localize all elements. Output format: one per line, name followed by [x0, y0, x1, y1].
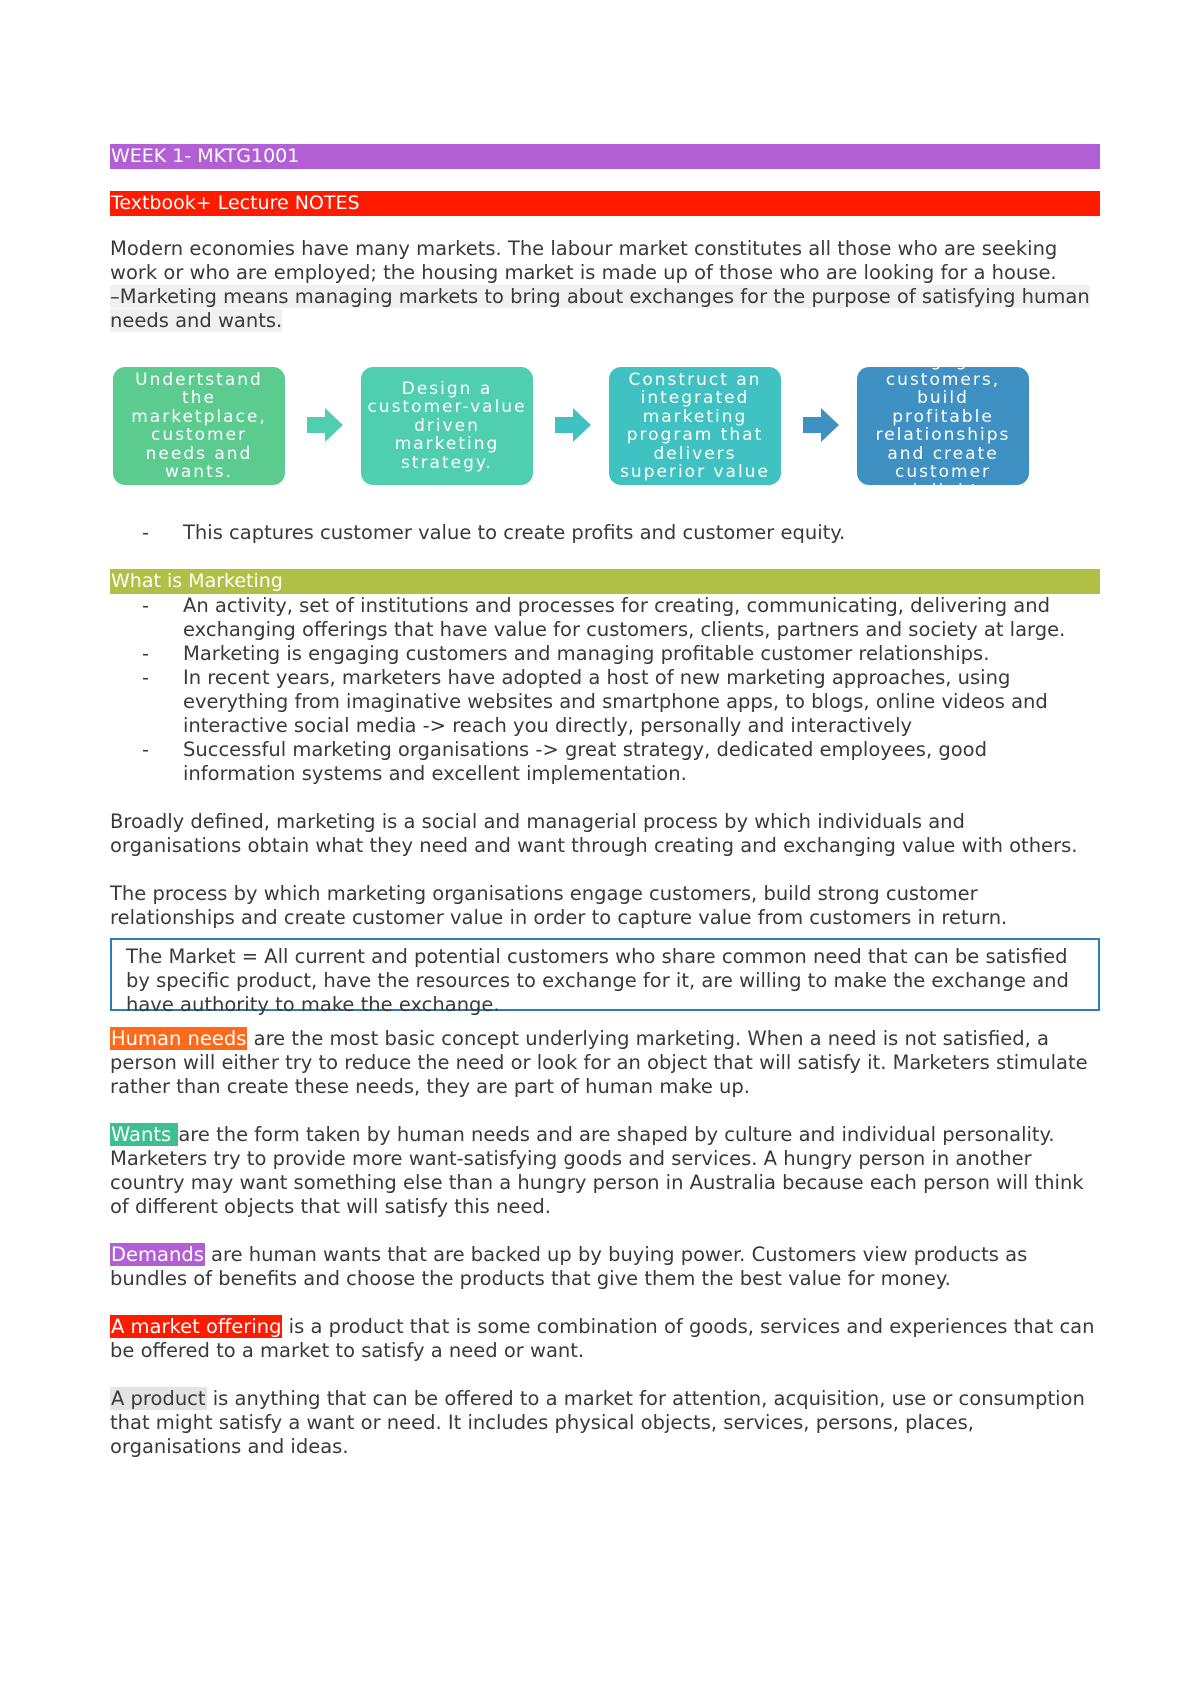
list-item: - An activity, set of institutions and processes for creating, communicating, delivering and exchanging offerings that have value for customers, clients, partners and society at large. [110, 594, 1100, 642]
term-wants: Wants [111, 1123, 178, 1146]
process-step-2: Design a customer-value driven marketing strategy. [361, 367, 533, 485]
wants-text: are the form taken by human needs and are shaped by culture and individual personality. Marketers try to provide more want-satisfying goods and services. A hungry person in another country may want something else than a hungry person in Australia because each person will think of different objects that will satisfy this need. [110, 1123, 1084, 1218]
market-definition-text: The Market = All current and potential customers who share common need that can be satisfied by specific product, have the resources to exchange for it, are willing to make the exchange and have authority to make the exchange. [126, 945, 1069, 1016]
right-arrow-icon [801, 405, 841, 445]
market-definition-box [110, 938, 1100, 1016]
market-offering-paragraph [110, 1315, 1100, 1363]
process-step-4: Engage customers, build profitable relationships and create customer delight [857, 367, 1029, 485]
capture-note-list [110, 521, 1100, 545]
what-is-marketing-heading-bar [110, 569, 1100, 594]
broad-definition-paragraph: Broadly defined, marketing is a social and managerial process by which individuals and organisations obtain what they need and want through creating and exchanging value with others. [110, 810, 1078, 857]
human-needs-paragraph [110, 1027, 1100, 1099]
marketing-process-diagram [110, 351, 1100, 507]
notes-title: Textbook+ Lecture NOTES [111, 192, 360, 214]
document-page [110, 144, 1100, 1459]
week-title: WEEK 1- MKTG1001 [111, 145, 300, 167]
process-step-1: Undertstand the marketplace, customer needs and wants. [113, 367, 285, 485]
right-arrow-icon [553, 405, 593, 445]
intro-line-1: Modern economies have many markets. The labour market constitutes all those who are seeking work or who are employed; the housing market is made up of those who are looking for a house. [110, 237, 1058, 284]
human-needs-text: are the most basic concept underlying marketing. When a need is not satisfied, a person will either try to reduce the need or look for an object that will satisfy it. Marketers stimulate rather than create these needs, they are part of human make up. [110, 1027, 1088, 1098]
market-offering-text: is a product that is some combination of goods, services and experiences that can be offered to a market to satisfy a need or want. [110, 1315, 1095, 1362]
intro-line-2: –Marketing means managing markets to bring about exchanges for the purpose of satisfying human needs and wants. [110, 285, 1090, 332]
list-item: - Marketing is engaging customers and managing profitable customer relationships. [110, 642, 1100, 666]
wants-paragraph [110, 1123, 1100, 1219]
capture-note: - This captures customer value to create profits and customer equity. [110, 521, 1100, 545]
what-is-marketing-list [110, 594, 1100, 786]
demands-paragraph [110, 1243, 1100, 1291]
process-definition-paragraph: The process by which marketing organisations engage customers, build strong customer relationships and create customer value in order to capture value from customers in return. [110, 882, 1008, 929]
process-step-3: Construct an integrated marketing program that delivers superior value [609, 367, 781, 485]
week-title-bar [110, 144, 1100, 169]
term-product: A product [111, 1387, 206, 1410]
right-arrow-icon [305, 405, 345, 445]
notes-title-bar [110, 191, 1100, 216]
list-item: - Successful marketing organisations -> great strategy, dedicated employees, good information systems and excellent implementation. [110, 738, 1100, 786]
product-paragraph [110, 1387, 1100, 1459]
demands-text: are human wants that are backed up by buying power. Customers view products as bundles of benefits and choose the products that give them the best value for money. [110, 1243, 1028, 1290]
intro-paragraph [110, 237, 1100, 333]
list-item: - In recent years, marketers have adopted a host of new marketing approaches, using everything from imaginative websites and smartphone apps, to blogs, online videos and interactive social media -> reach you directly, personally and interactively [110, 666, 1100, 738]
what-is-marketing-heading: What is Marketing [111, 570, 283, 592]
term-human-needs: Human needs [111, 1027, 247, 1050]
term-market-offering: A market offering [111, 1315, 282, 1338]
term-demands: Demands [111, 1243, 204, 1266]
product-text: is anything that can be offered to a market for attention, acquisition, use or consumption that might satisfy a want or need. It includes physical objects, services, persons, places, organisations and ideas. [110, 1387, 1085, 1458]
